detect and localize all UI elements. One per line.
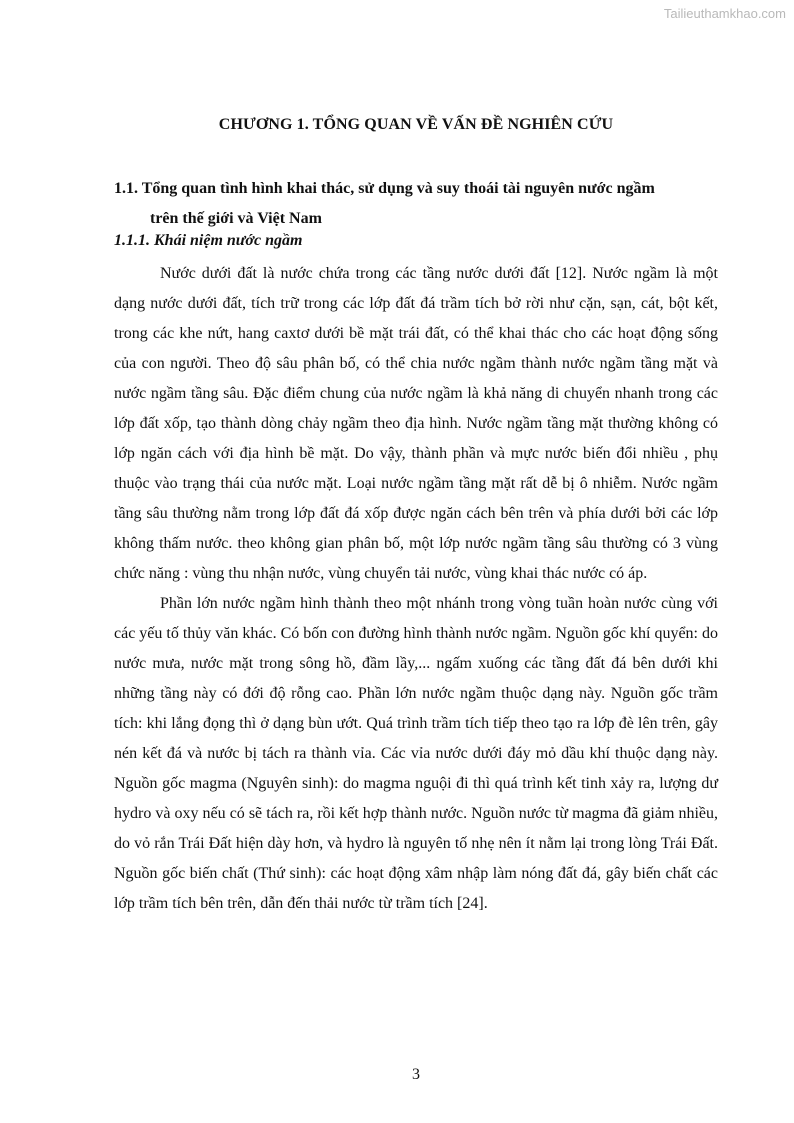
section-heading-line-1: 1.1. Tổng quan tình hình khai thác, sử dụng và suy thoái tài nguyên nước ngầm [114, 180, 655, 197]
subsection-heading: 1.1.1. Khái niệm nước ngầm [114, 232, 303, 249]
paragraph: Nước dưới đất là nước chứa trong các tầng nước dưới đất [12]. Nước ngầm là một dạng nước dưới đất, tích trữ trong các lớp đất đá trầm tích bở rời như cặn, sạn, cát, bột kết, trong các khe nứt, hang caxtơ dưới bề mặt trái đất, có thể khai thác cho các hoạt động sống của con người. Theo độ sâu phân bố, có thể chia nước ngầm thành nước ngầm tầng mặt và nước ngầm tầng sâu. Đặc điểm chung của nước ngầm là khả năng di chuyển nhanh trong các lớp đất xốp, tạo thành dòng chảy ngầm theo địa hình. Nước ngầm tầng mặt thường không có lớp ngăn cách với địa hình bề mặt. Do vậy, thành phần và mực nước biến đổi nhiều , phụ thuộc vào trạng thái của nước mặt. Loại nước ngầm tầng mặt rất dễ bị ô nhiễm. Nước ngầm tầng sâu thường nằm trong lớp đất đá xốp được ngăn cách bên trên và phía dưới bởi các lớp không thấm nước. theo không gian phân bố, một lớp nước ngầm tầng sâu thường có 3 vùng chức năng : vùng thu nhận nước, vùng chuyển tải nước, vùng khai thác nước có áp. [114, 265, 718, 582]
body-text [114, 259, 718, 919]
chapter-title: CHƯƠNG 1. TỔNG QUAN VỀ VẤN ĐỀ NGHIÊN CỨU [218, 116, 614, 133]
page-number: 3 [412, 1066, 420, 1083]
watermark-text: Tailieuthamkhao.com [663, 6, 786, 21]
paragraph: Phần lớn nước ngầm hình thành theo một nhánh trong vòng tuần hoàn nước cùng với các yếu tố thủy văn khác. Có bốn con đường hình thành nước ngầm. Nguồn gốc khí quyển: do nước mưa, nước mặt trong sông hồ, đầm lầy,... ngấm xuống các tầng đất đá bên dưới khi những tầng này có đới độ rỗng cao. Phần lớn nước ngầm thuộc dạng này. Nguồn gốc trầm tích: khi lắng đọng thì ở dạng bùn ướt. Quá trình trầm tích tiếp theo tạo ra lớp đè lên trên, gây nén kết đá và nước bị tách ra thành vỉa. Các vỉa nước dưới đáy mỏ dầu khí thuộc dạng này. Nguồn gốc magma (Nguyên sinh): do magma nguội đi thì quá trình kết tinh xảy ra, lượng dư hydro và oxy nếu có sẽ tách ra, rồi kết hợp thành nước. Nguồn nước từ magma đã giảm nhiều, do vỏ rắn Trái Đất hiện dày hơn, và hydro là nguyên tố nhẹ nên ít nằm lại trong lòng Trái Đất. Nguồn gốc biến chất (Thứ sinh): các hoạt động xâm nhập làm nóng đất đá, gây biến chất các lớp trầm tích bên trên, dẫn đến thải nước từ trầm tích [24]. [114, 595, 718, 912]
section-heading [114, 174, 718, 234]
section-heading-line-2: trên thế giới và Việt Nam [150, 210, 322, 227]
